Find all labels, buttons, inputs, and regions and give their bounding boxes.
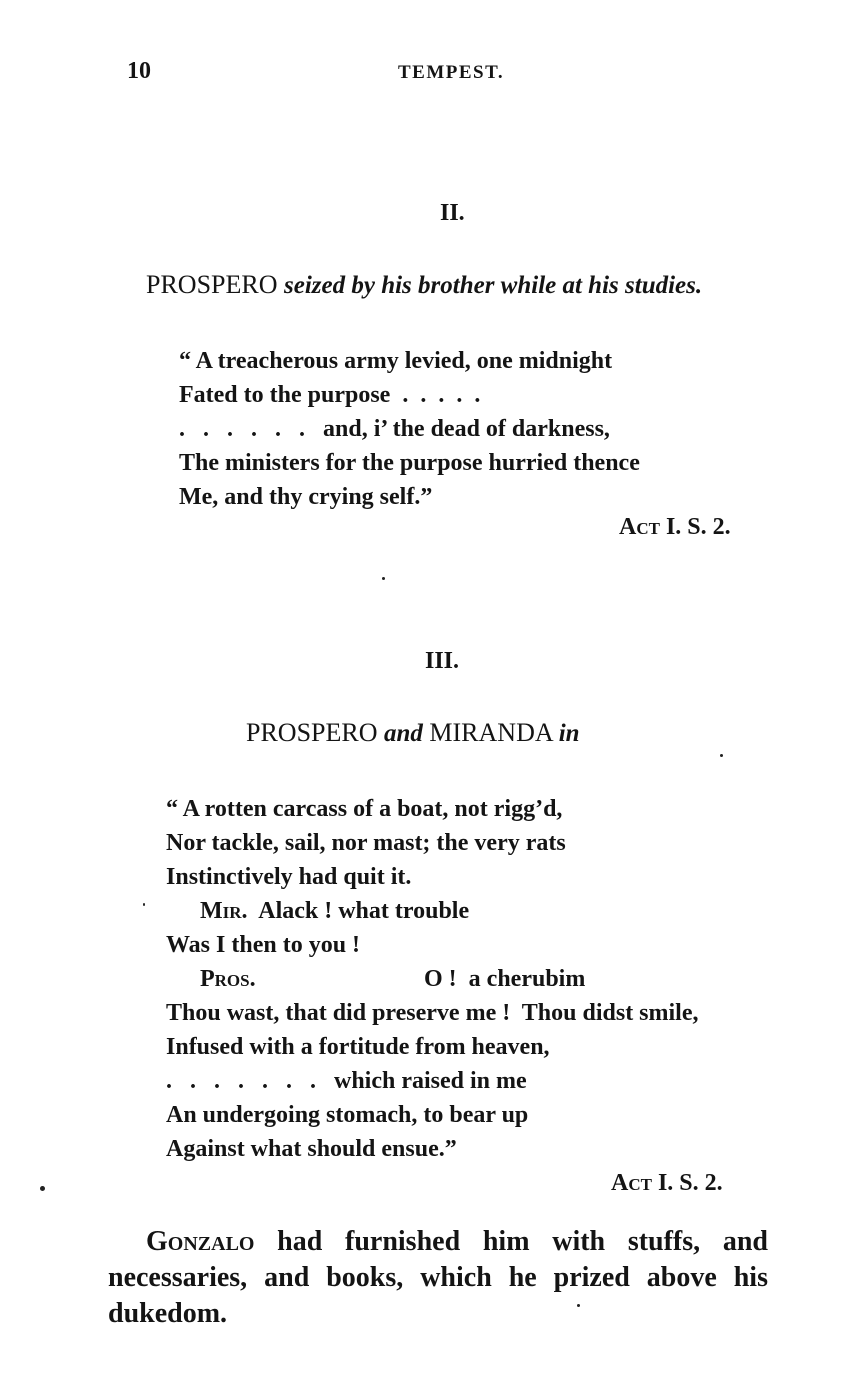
verse-line-speaker-mir <box>166 894 699 928</box>
verse-block-iii <box>166 792 699 1166</box>
paper-speck <box>382 577 385 580</box>
verse-line: Me, and thy crying self.” <box>179 484 433 510</box>
speech-mir: Alack ! what trouble <box>258 898 470 924</box>
verse-line-speaker-pros <box>166 962 699 996</box>
paper-speck <box>577 1304 580 1307</box>
section-numeral-ii: II. <box>440 200 465 226</box>
verse-line: Was I then to you ! <box>166 932 361 958</box>
verse-line: “ A rotten carcass of a boat, not rigg’d, <box>166 796 563 822</box>
prose-speaker: Gonzalo <box>146 1226 255 1257</box>
paper-speck <box>720 754 723 757</box>
verse-line: Fated to the purpose . . . . . <box>179 382 481 408</box>
prose-text: had furnished him with stuffs, and necessaries, and books, which he prized above his dukedom. <box>108 1226 768 1329</box>
speaker-mir: Mir. <box>200 898 248 924</box>
verse-line: Infused with a fortitude from heaven, <box>166 1034 550 1060</box>
verse-line: Against what should ensue.” <box>166 1136 457 1162</box>
heading-name-prospero: PROSPERO <box>246 718 378 747</box>
speaker-pros: Pros. <box>200 966 256 992</box>
verse-line: Instinctively had quit it. <box>166 864 412 890</box>
paper-speck <box>40 1186 45 1191</box>
verse-line: Nor tackle, sail, nor mast; the very rats <box>166 830 566 856</box>
verse-line: “ A treacherous army levied, one midnight <box>179 348 613 374</box>
verse-line: The ministers for the purpose hurried thence <box>179 450 640 476</box>
speech-pros: O ! a cherubim <box>424 966 586 992</box>
heading-name: PROSPERO <box>146 270 278 299</box>
prose-paragraph <box>108 1224 768 1332</box>
verse-block-ii <box>179 344 640 514</box>
paper-speck <box>143 903 145 906</box>
section-heading-ii <box>146 270 702 300</box>
verse-line: An undergoing stomach, to bear up <box>166 1102 529 1128</box>
section-numeral-iii: III. <box>425 648 460 674</box>
heading-name-miranda: MIRANDA <box>429 718 553 747</box>
verse-line: Thou wast, that did preserve me ! Thou didst smile, <box>166 1000 699 1026</box>
citation-ii: Act I. S. 2. <box>619 514 731 540</box>
heading-in: in <box>558 720 580 747</box>
verse-line: . . . . . . and, i’ the dead of darkness, <box>179 416 610 442</box>
heading-and: and <box>384 720 423 747</box>
section-heading-iii <box>246 718 580 748</box>
running-title: TEMPEST. <box>398 62 505 83</box>
heading-italic: seized by his brother while at his studies. <box>284 272 703 299</box>
citation-iii: Act I. S. 2. <box>611 1170 723 1196</box>
verse-line: . . . . . . . which raised in me <box>166 1068 527 1094</box>
page-number: 10 <box>127 58 151 84</box>
